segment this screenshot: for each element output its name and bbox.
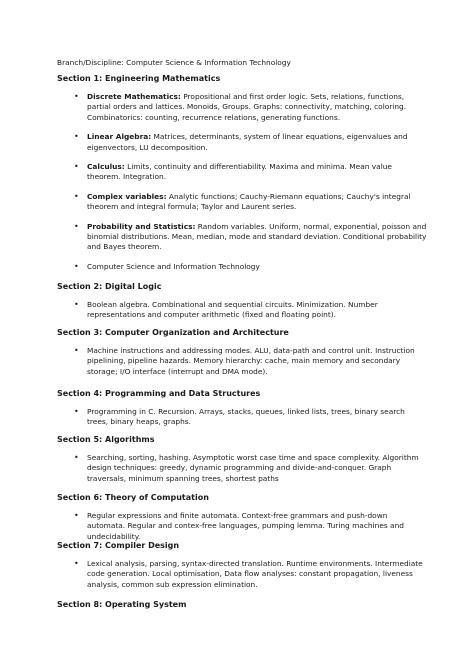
section-title: Section 4: Programming and Data Structures	[57, 389, 261, 398]
item-term: Linear Algebra:	[87, 132, 152, 142]
section-title: Section 8: Operating System	[57, 600, 187, 609]
item-text: Programming in C. Recursion. Arrays, stacks, queues, linked lists, trees, binary search trees, binary heaps, graphs.	[87, 407, 405, 427]
section-list	[57, 453, 427, 484]
item-text: Random variables. Uniform, normal, exponential, poisson and binomial distributions. Mean, median, mode and standard deviation. Conditional probability and Bayes theorem.	[87, 221, 427, 252]
item-text: Limits, continuity and differentiability. Maxima and minima. Mean value theorem. Integration.	[87, 162, 392, 182]
item-text: Machine instructions and addressing modes. ALU, data-path and control unit. Instruction pipelining, pipeline hazards. Memory hierarchy: cache, main memory and secondary storage; I/O interface (interrupt and DMA mode).	[87, 346, 415, 376]
section-title: Section 7: Compiler Design	[57, 541, 180, 550]
section-title: Section 5: Algorithms	[57, 435, 155, 444]
section-title: Section 6: Theory of Computation	[57, 493, 209, 502]
section-title: Section 3: Computer Organization and Architecture	[57, 328, 289, 337]
item-text: Lexical analysis, parsing, syntax-directed translation. Runtime environments. Intermediate code generation. Local optimisation, Data flow analyses: constant propagation, liveness analysis, common sub expression elimination.	[87, 559, 423, 589]
branch-discipline-line: Branch/Discipline: Computer Science & Information Technology	[57, 58, 291, 67]
list-item	[57, 162, 427, 183]
item-term: Calculus:	[87, 162, 125, 172]
section-2	[57, 282, 427, 330]
item-term: Probability and Statistics:	[87, 221, 196, 231]
section-list	[57, 511, 427, 542]
item-term: Complex variables:	[87, 191, 167, 201]
item-text: Matrices, determinants, system of linear equations, eigenvalues and eigenvectors, LU decomposition.	[87, 132, 408, 152]
section-7	[57, 541, 427, 599]
list-item	[57, 92, 427, 123]
item-text: Analytic functions; Cauchy-Riemann equations; Cauchy's integral theorem and integral formula; Taylor and Laurent series.	[87, 191, 411, 212]
section-1	[57, 74, 427, 281]
section-list	[57, 92, 427, 272]
list-item	[57, 453, 427, 484]
item-text: Searching, sorting, hashing. Asymptotic worst case time and space complexity. Algorithm design techniques: greedy, dynamic programming and divide-and-conquer. Graph traversals, minimum spanning trees, shortest paths	[87, 453, 419, 483]
item-text: Computer Science and Information Technology	[87, 261, 260, 271]
section-title: Section 2: Digital Logic	[57, 282, 162, 291]
list-item	[57, 559, 427, 590]
item-text: Boolean algebra. Combinational and sequential circuits. Minimization. Number representations and computer arithmetic (fixed and floating point).	[87, 300, 378, 320]
section-3	[57, 328, 427, 386]
item-text: Propositional and first order logic. Sets, relations, functions, partial orders and lattices. Monoids, Groups. Graphs: connectivity, matching, coloring. Combinatorics: counting, recurrence relations, generating functions.	[87, 92, 407, 122]
section-title: Section 1: Engineering Mathematics	[57, 74, 221, 83]
section-list	[57, 559, 427, 590]
list-item	[57, 192, 427, 213]
section-4	[57, 389, 427, 437]
section-8	[57, 600, 427, 610]
section-list	[57, 300, 427, 321]
section-list	[57, 407, 427, 428]
list-item	[57, 511, 427, 542]
item-text: Regular expressions and finite automata. Context-free grammars and push-down automata. Regular and contex-free languages, pumping lemma. Turing machines and undecidability.	[87, 511, 404, 541]
item-term: Discrete Mathematics:	[87, 92, 181, 101]
section-list	[57, 346, 427, 377]
list-item	[57, 222, 427, 253]
section-5	[57, 435, 427, 493]
list-item	[57, 407, 427, 428]
list-item	[57, 346, 427, 377]
list-item	[57, 262, 427, 272]
list-item	[57, 132, 427, 153]
list-item	[57, 300, 427, 321]
